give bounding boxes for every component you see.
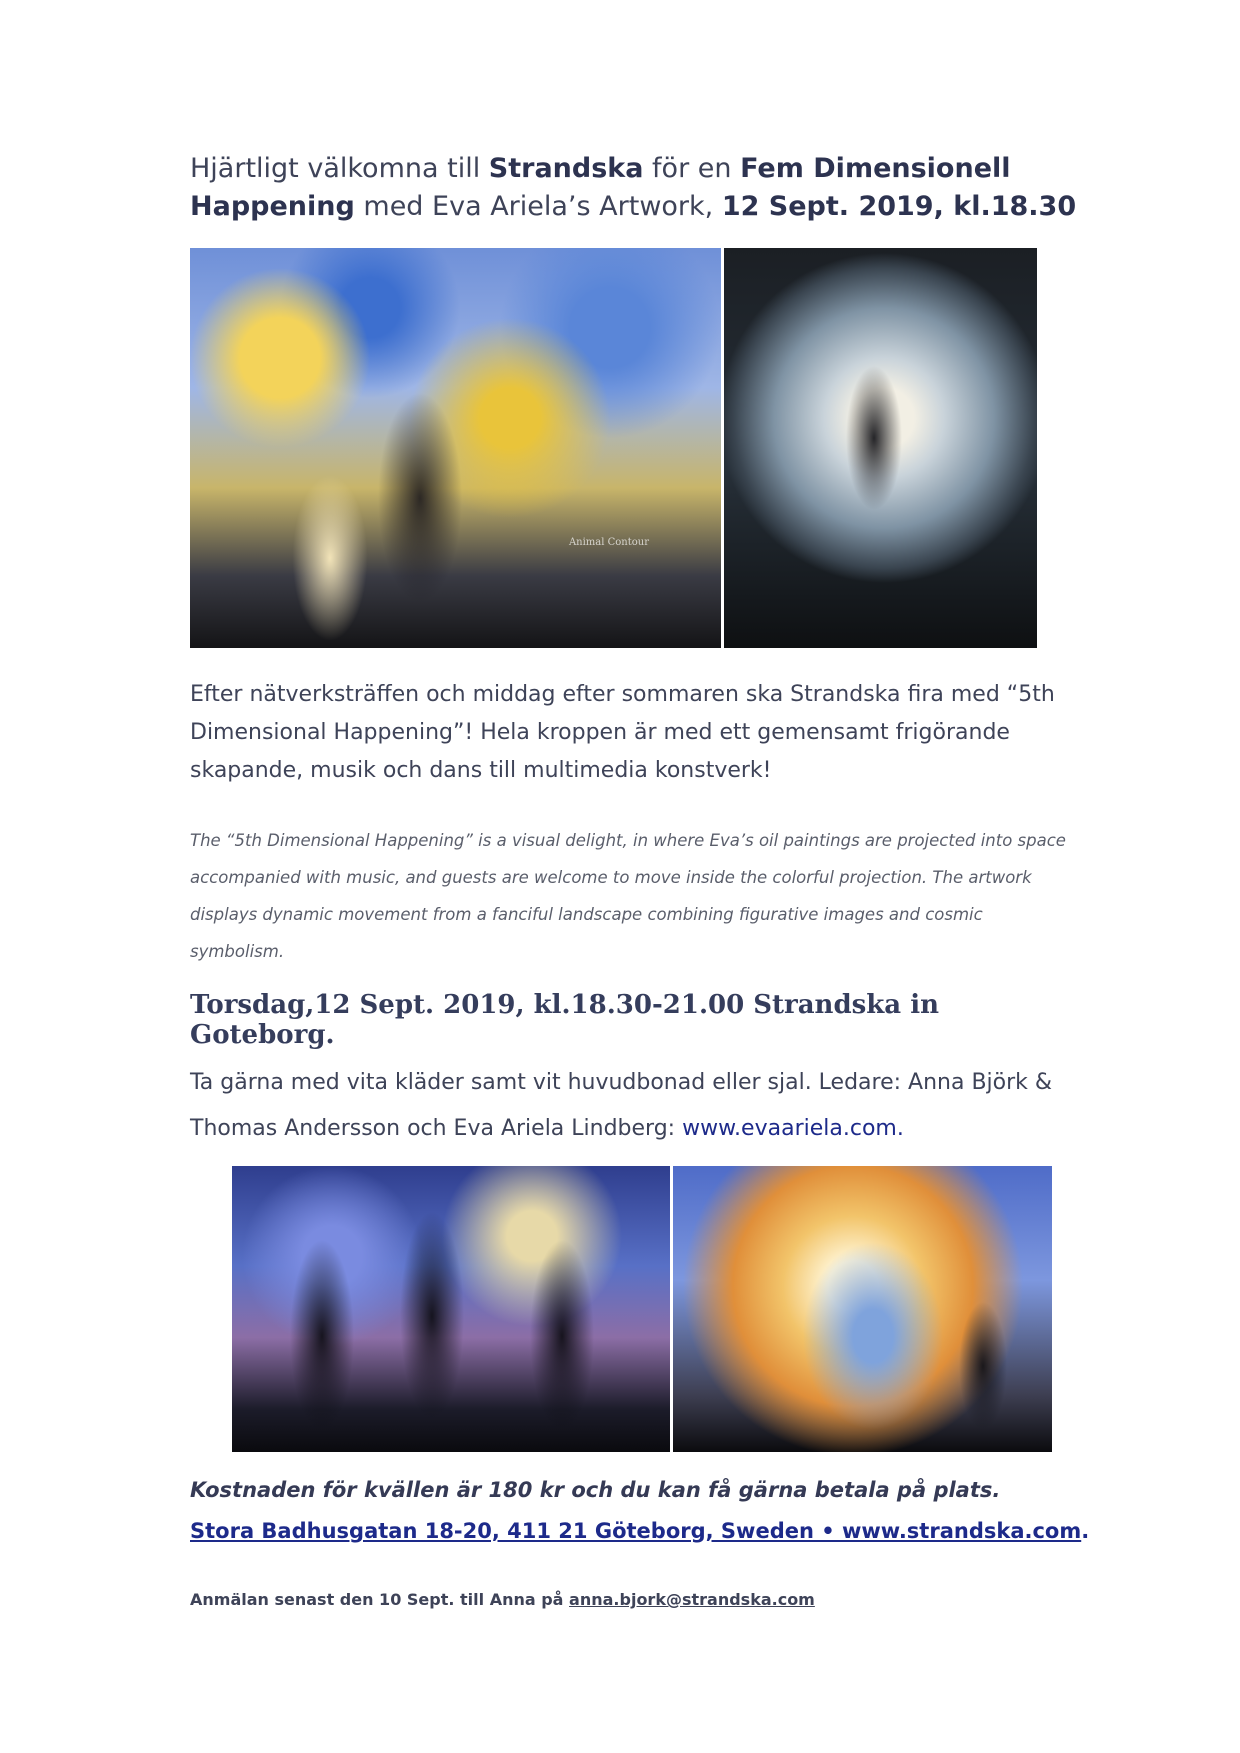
heading-text-2: för en (643, 153, 741, 184)
photo-swirl-projection (673, 1166, 1052, 1452)
email-link[interactable]: anna.bjork@strandska.com (569, 1590, 815, 1609)
paragraph-english: The “5th Dimensional Happening” is a visual delight, in where Eva’s oil paintings are projected into space accompanied with music, and guests are welcome to move inside the colorful projection. The artwork displays dynamic movement from a fanciful landscape combining figurative images and cosmic symbolism. (190, 831, 1066, 961)
heading-text-3: med Eva Ariela’s Artwork, (354, 191, 722, 222)
event-date-line: Torsdag,12 Sept. 2019, kl.18.30-21.00 Strandska in Goteborg. (190, 990, 939, 1050)
address-suffix: . (1081, 1519, 1090, 1543)
address-link[interactable]: Stora Badhusgatan 18-20, 411 21 Göteborg, Sweden • www.strandska.com (190, 1519, 1082, 1543)
website-link[interactable]: www.evaariela.com. (682, 1116, 904, 1141)
photo-group-dance (232, 1166, 670, 1452)
cost-line: Kostnaden för kvällen är 180 kr och du kan få gärna betala på plats. (190, 1478, 1001, 1502)
heading-date: 12 Sept. 2019, kl.18.30 (721, 191, 1077, 222)
info-paragraph (190, 1060, 1070, 1152)
heading-text-1: Hjärtligt välkomna till (190, 153, 489, 184)
page-heading (190, 150, 1090, 226)
heading-venue: Strandska (488, 153, 644, 184)
photo-dancers-projection (190, 248, 721, 648)
paragraph-swedish: Efter nätverksträffen och middag efter sommaren ska Strandska fira med “5th Dimensional Happening”! Hela kroppen är med ett gemensamt frigörande skapande, musik och dans till multimedia konstverk! (190, 682, 1055, 783)
photo-caption: Animal Contour (568, 537, 649, 548)
info-text: Ta gärna med vita kläder samt vit huvudbonad eller sjal. Ledare: Anna Björk & Thomas Andersson och Eva Ariela Lindberg: (190, 1070, 1053, 1141)
heading-event: Fem Dimensionell Happening (190, 153, 1011, 222)
photo-cosmic-dancer (724, 248, 1037, 648)
signup-text: Anmälan senast den 10 Sept. till Anna på (190, 1590, 570, 1609)
address-line (190, 1519, 1110, 1543)
signup-line (190, 1590, 1110, 1609)
